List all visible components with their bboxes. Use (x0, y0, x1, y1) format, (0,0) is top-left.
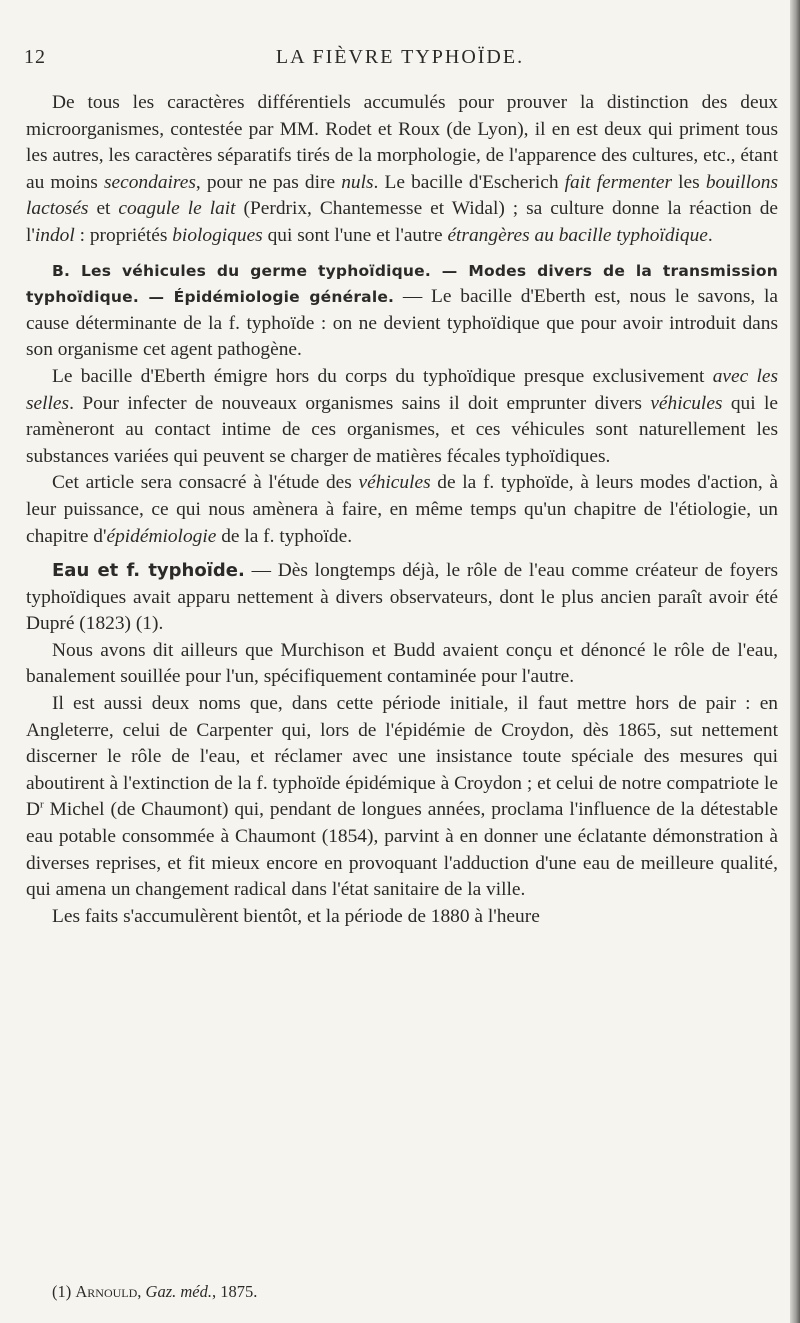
paragraph-7: Il est aussi deux noms que, dans cette période initiale, il faut mettre hors de pair : en Angleterre, celui de Carpenter qui, lors de l'épidémie de Croydon, dès 1865, sut nettement discerner le rôle de l'eau, et réclamer avec une insistance toute spéciale des mesures qui aboutirent à l'extinction de la f. typhoïde épidémique à Croydon ; et celui de notre compatriote le $D^r$ Michel (de Chaumont) qui, pendant de longues années, proclama l'influence de la détestable eau potable consommée à Chaumont (1854), parvint à en donner une éclatante démonstration à diverses reprises, et fit mieux encore en provoquant l'adduction d'une eau de meilleure qualité, qui amena un changement radical dans l'état sanitaire de la ville. (26, 693, 778, 901)
page-header (0, 46, 800, 76)
footnote: (1) Arnould, Gaz. méd., 1875. (52, 1282, 258, 1301)
paragraph-6: Nous avons dit ailleurs que Murchison et Budd avaient conçu et dénoncé le rôle de l'eau, banalement souillée pour l'un, spécifiquement contaminée pour l'autre. (26, 639, 778, 688)
paragraph-8: Les faits s'accumulèrent bientôt, et la période de 1880 à l'heure (52, 905, 540, 927)
running-head: LA FIÈVRE TYPHOÏDE. (275, 46, 525, 68)
page-number: 12 (24, 46, 46, 68)
paragraph-eau: Eau et f. typhoïde. — Dès longtemps déjà, le rôle de l'eau comme créateur de foyers typhoïdiques avait apparu nettement à divers observateurs, dont le plus ancien paraît avoir été Dupré (1823) (1). (26, 560, 779, 635)
paragraph-section-b: B. Les véhicules du germe typhoïdique. — Modes divers de la transmission typhoïdique. — Épidémiologie générale. — Le bacille d'Eberth est, nous le savons, la cause déterminante de la f. typhoïde : on ne devient typhoïdique que pour avoir introduit dans son organisme cet agent pathogène. (26, 261, 778, 361)
section-heading-eau: Eau et f. typhoïde. (52, 560, 245, 582)
page-edge-shadow (790, 0, 800, 1323)
paragraph-1: De tous les caractères différentiels accumulés pour prouver la distinction des deux microorganismes, contestée par MM. Rodet et Roux (de Lyon), il en est deux qui priment tous les autres, les caractères séparatifs tirés de la morphologie, de l'apparence des cultures, etc., étant au moins secondaires, pour ne pas dire nuls. Le bacille d'Escherich fait fermenter les bouillons lactosés et coagule le lait (Perdrix, Chantemesse et Widal) ; sa culture donne la réaction de l'indol : propriétés biologiques qui sont l'une et l'autre étrangères au bacille typhoïdique. (26, 92, 778, 246)
paragraph-4: Cet article sera consacré à l'étude des véhicules de la f. typhoïde, à leurs modes d'action, à leur puissance, ce qui nous amènera à faire, en même temps qu'un chapitre de l'étiologie, un chapitre d'épidémiologie de la f. typhoïde. (26, 472, 778, 547)
section-heading-b: B. Les véhicules du germe typhoïdique. — Modes divers de la transmission typhoïdique. — Épidémiologie générale. (26, 261, 778, 307)
body-text (26, 90, 778, 930)
paragraph-3: Le bacille d'Eberth émigre hors du corps du typhoïdique presque exclusivement avec les selles. Pour infecter de nouveaux organismes sains il doit emprunter divers véhicules qui le ramèneront au contact intime de ces organismes, et ces véhicules sont naturellement les substances variées qui peuvent se charger de matières fécales typhoïdiques. (26, 365, 778, 467)
